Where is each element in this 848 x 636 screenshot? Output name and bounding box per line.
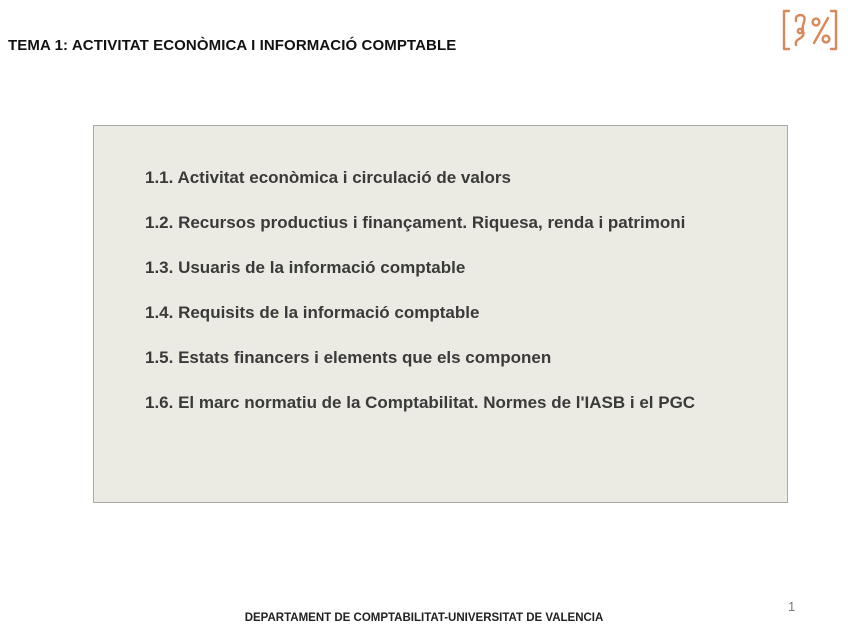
topic-item-1-3: 1.3. Usuaris de la informació comptable xyxy=(145,258,466,277)
footer-department: DEPARTAMENT DE COMPTABILITAT-UNIVERSITAT DE VALENCIA xyxy=(244,612,604,624)
topic-item-1-5: 1.5. Estats financers i elements que els componen xyxy=(145,348,552,367)
percent-bracket-logo-icon xyxy=(781,6,839,54)
topic-item-1-6: 1.6. El marc normatiu de la Comptabilitat. Normes de l'IASB i el PGC xyxy=(145,393,696,412)
topic-list xyxy=(145,167,695,437)
topic-item-1-1: 1.1. Activitat econòmica i circulació de valors xyxy=(145,168,511,187)
page-number: 1 xyxy=(788,599,796,614)
topics-box xyxy=(93,125,788,503)
topic-item-1-2: 1.2. Recursos productius i finançament. Riquesa, renda i patrimoni xyxy=(145,213,686,232)
slide-title: TEMA 1: ACTIVITAT ECONÒMICA I INFORMACIÓ COMPTABLE xyxy=(8,37,457,54)
topic-item-1-4: 1.4. Requisits de la informació comptable xyxy=(145,303,480,322)
